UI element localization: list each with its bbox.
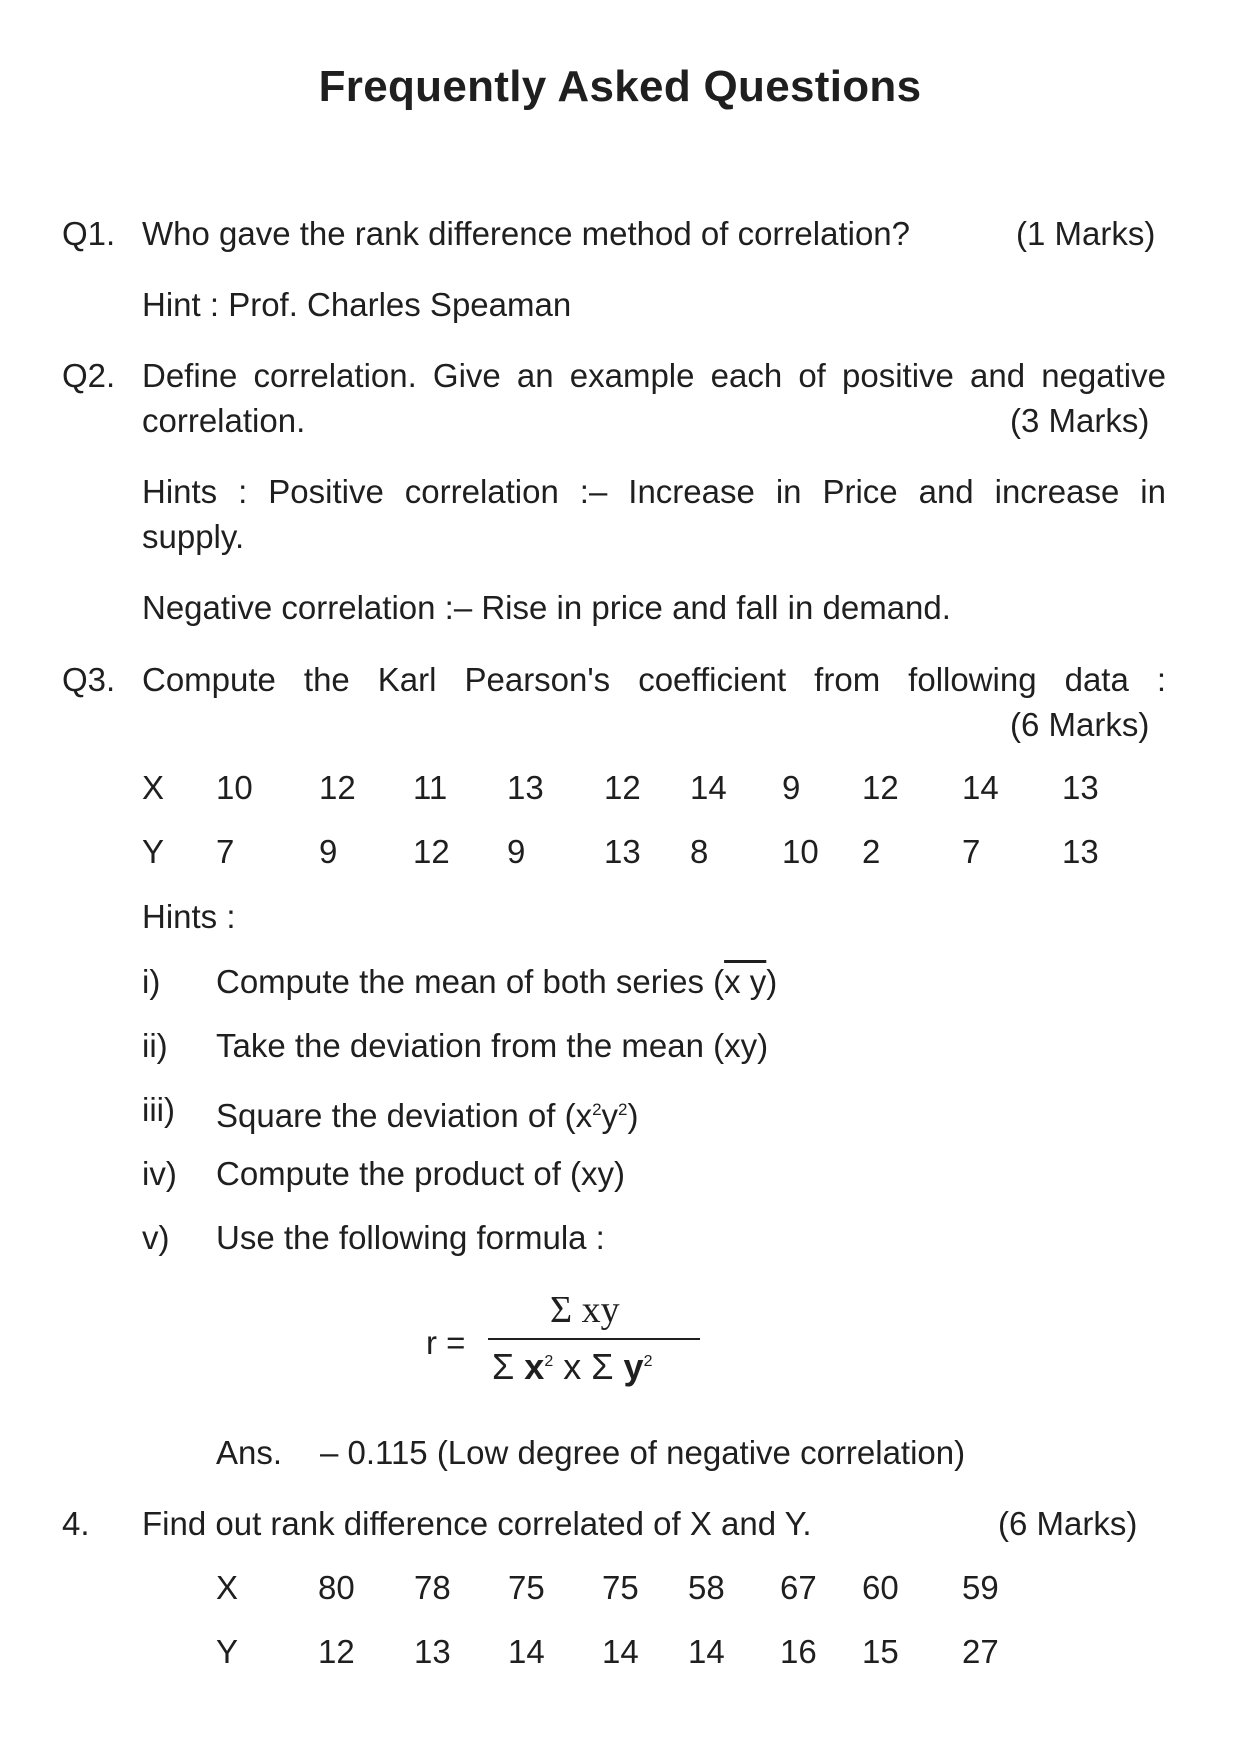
q3-y-value: 13	[604, 833, 641, 870]
q3-x-value: 13	[1062, 769, 1099, 806]
q3-y-value: 7	[216, 833, 235, 870]
q4-y-value: 27	[962, 1633, 999, 1670]
q4-x-value: 78	[414, 1569, 451, 1606]
q3-y-value: 12	[413, 833, 450, 870]
question-4-text: Find out rank difference correlated of X and Y.	[142, 1505, 812, 1542]
q4-x-value: 75	[602, 1569, 639, 1606]
q3-hint-text: Compute the mean of both series (x y)	[216, 963, 778, 1000]
pearson-formula	[420, 1288, 720, 1398]
q3-y-row	[0, 832, 1240, 872]
q4-x-value: 60	[862, 1569, 899, 1606]
q3-y-value: 2	[862, 833, 881, 870]
q4-x-value: 75	[508, 1569, 545, 1606]
question-4-number: 4.	[62, 1505, 90, 1542]
q3-x-value: 9	[782, 769, 801, 806]
question-4-marks: (6 Marks)	[998, 1505, 1138, 1542]
question-2-number: Q2.	[62, 357, 116, 394]
q4-y-label: Y	[216, 1633, 239, 1670]
question-3-text: Compute the Karl Pearson's coefficient from following data :	[142, 661, 1166, 698]
q4-y-value: 15	[862, 1633, 899, 1670]
q3-x-value: 10	[216, 769, 253, 806]
q3-y-value: 9	[319, 833, 338, 870]
q4-x-value: 80	[318, 1569, 355, 1606]
q4-x-value: 59	[962, 1569, 999, 1606]
q3-hint-number: i)	[142, 963, 161, 1000]
formula-lhs: r =	[426, 1324, 466, 1361]
question-1-text: Who gave the rank difference method of correlation?	[142, 215, 911, 252]
q4-y-value: 13	[414, 1633, 451, 1670]
question-1-marks: (1 Marks)	[1016, 215, 1156, 252]
question-3-marks: (6 Marks)	[1010, 706, 1150, 743]
question-2-hint-line-2: supply.	[142, 518, 245, 555]
mean-symbols: x y	[724, 963, 767, 1000]
question-1-hint: Hint : Prof. Charles Speaman	[142, 286, 572, 323]
formula-denominator: Σ $x^2$ x Σ $y^2$	[492, 1346, 653, 1387]
q3-hint-text: Take the deviation from the mean (xy)	[216, 1027, 769, 1064]
q3-x-value: 14	[690, 769, 727, 806]
q3-x-value: 13	[507, 769, 544, 806]
q3-x-row	[0, 768, 1240, 808]
q3-x-label: X	[142, 769, 165, 806]
q4-y-value: 14	[508, 1633, 545, 1670]
q3-x-value: 12	[862, 769, 899, 806]
q4-y-value: 14	[688, 1633, 725, 1670]
question-2-line-1: Define correlation. Give an example each of positive and negative	[142, 357, 1166, 394]
q4-y-value: 14	[602, 1633, 639, 1670]
q3-y-label: Y	[142, 833, 165, 870]
q4-x-label: X	[216, 1569, 239, 1606]
question-2-marks: (3 Marks)	[1010, 402, 1150, 439]
q3-y-value: 9	[507, 833, 526, 870]
q3-y-value: 8	[690, 833, 709, 870]
q4-y-value: 12	[318, 1633, 355, 1670]
q3-y-value: 10	[782, 833, 819, 870]
q3-hint-text: Compute the product of (xy)	[216, 1155, 626, 1192]
q3-hint-text: Square the deviation of $(x^2y^2)$	[216, 1097, 639, 1134]
q3-x-value: 14	[962, 769, 999, 806]
formula-numerator: Σ xy	[550, 1289, 620, 1331]
q4-x-row	[0, 1568, 1240, 1608]
q3-hint-number: ii)	[142, 1027, 168, 1064]
fraction-bar	[488, 1338, 700, 1340]
question-3-number: Q3.	[62, 661, 116, 698]
q3-answer-label: Ans.	[216, 1434, 283, 1471]
q4-x-value: 67	[780, 1569, 817, 1606]
q3-x-value: 12	[604, 769, 641, 806]
q3-hint-number: iv)	[142, 1155, 177, 1192]
question-2-hint-line-1: Hints : Positive correlation :– Increase in Price and increase in	[142, 473, 1166, 510]
q4-x-value: 58	[688, 1569, 725, 1606]
q3-answer-value: – 0.115 (Low degree of negative correlation)	[320, 1434, 966, 1471]
q3-hint-text: Use the following formula :	[216, 1219, 605, 1256]
q3-hints-label: Hints :	[142, 898, 236, 935]
q3-y-value: 7	[962, 833, 981, 870]
page-title: Frequently Asked Questions	[318, 62, 922, 111]
q3-y-value: 13	[1062, 833, 1099, 870]
question-2-hint-negative: Negative correlation :– Rise in price and fall in demand.	[142, 589, 951, 626]
question-1-number: Q1.	[62, 215, 116, 252]
question-2-line-2: correlation.	[142, 402, 306, 439]
q3-x-value: 12	[319, 769, 356, 806]
q3-hint-number: v)	[142, 1219, 170, 1256]
q4-y-row	[0, 1632, 1240, 1672]
q3-hint-number: iii)	[142, 1091, 175, 1128]
q3-x-value: 11	[413, 769, 448, 806]
q4-y-value: 16	[780, 1633, 817, 1670]
